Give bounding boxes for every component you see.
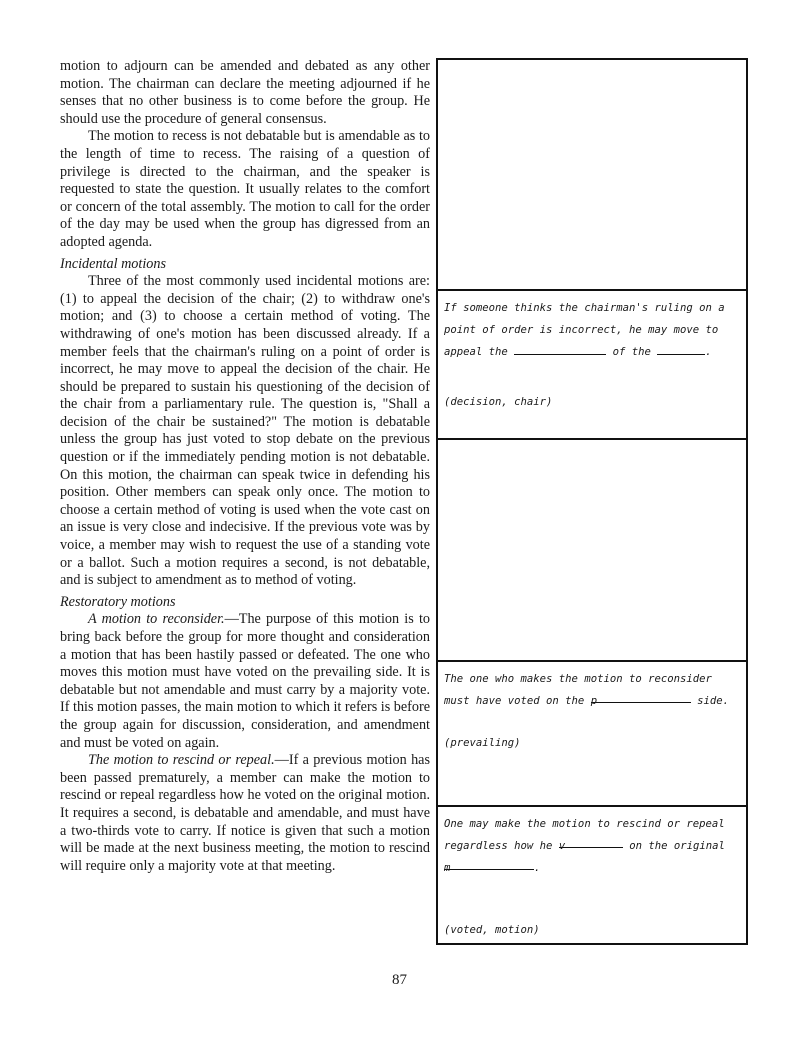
blank-decision (514, 342, 606, 355)
frame-2-answer: (decision, chair) (444, 396, 553, 408)
heading-restoratory-motions: Restoratory motions (60, 593, 176, 610)
blank-motion: m (444, 857, 534, 870)
frame-2-appeal (438, 289, 746, 438)
paragraph-rescind-body: —If a previous motion has been passed prematurely, a member can make the motion to rescind or repeal regardless how he voted on the original motion. It requires a second, is debatable and amendable, and must have a two-thirds vote to carry. If notice is given that such a motion will be made at the next business meeting, the motion to rescind will require only a majority vote at that meeting. (60, 752, 430, 874)
subhead-rescind: The motion to rescind or repeal. (88, 752, 275, 769)
frame-3-empty (438, 438, 746, 660)
paragraph-reconsider (60, 611, 430, 752)
paragraph-adjourn: motion to adjourn can be amended and debated as any other motion. The chairman can declare the meeting adjourned if he senses that no other business is to come before the group. He should use the procedure of general consensus. (60, 58, 430, 127)
paragraph-rescind (60, 752, 430, 875)
frame-2-line-3: appeal the of the . (444, 341, 740, 363)
frame-5-answer: (voted, motion) (444, 924, 540, 936)
frame-2-line-1: If someone thinks the chairman's ruling on a (444, 302, 725, 314)
frame-5-line-2: regardless how he v on the original (444, 835, 740, 857)
frame-4-answer: (prevailing) (444, 737, 521, 749)
frame-4-line-2: must have voted on the p side. (444, 690, 740, 712)
subhead-reconsider: A motion to reconsider. (88, 611, 225, 628)
paragraph-reconsider-body: —The purpose of this motion is to bring back before the group for more thought and consideration a motion that has been hastily passed or defeated. The one who moves this motion must have voted on the prevailing side. It is debatable but not amendable and must carry by a majority vote. If this motion passes, the main motion to which it refers is before the group again for discussion, consideration, and amendment and must be voted on again. (60, 611, 430, 751)
blank-voted: v (559, 835, 623, 848)
page-number: 87 (392, 972, 407, 988)
paragraph-incidental: Three of the most commonly used incidental motions are: (1) to appeal the decision of the chair; (2) to withdraw one's motion; and (3) to choose a certain method of voting. The withdrawing of one's motion has been discussed already. If a member feels that the chairman's ruling on a point of order is incorrect, he may move to appeal the decision of the chair. He should be prepared to sustain his questioning of the decision of the chair from a parliamentary rule. The question is, "Shall a decision of the chair be sustained?" The motion is debatable unless the group has just voted to stop debate on the previous question or if the immediately pending motion is not debatable. On this motion, the chairman can speak twice in defending his position. Other members can speak only once. The motion to choose a certain method of voting is used when the vote cast on an issue is very close and indecisive. If the previous vote was by voice, a member may wish to request the use of a standing vote or a ballot. Such a motion requires a second, is not debatable, and is subject to amendment as to method of voting. (60, 273, 430, 589)
main-text-column (60, 58, 430, 875)
frame-5-rescind (438, 805, 746, 945)
blank-prevailing: p (591, 690, 691, 703)
paragraph-recess: The motion to recess is not debatable but is amendable as to the length of time to recess. The raising of a question of privilege is directed to the chairman, and the speaker is requested to state the question. It usually relates to the comfort or concern of the total assembly. The motion to call for the order of the day may be used when the group has digressed from an adopted agenda. (60, 128, 430, 250)
programmed-frames-panel (436, 58, 748, 945)
frame-5-line-1: One may make the motion to rescind or repeal (444, 818, 725, 830)
blank-chair (657, 342, 705, 355)
frame-1-empty (438, 58, 746, 291)
frame-4-reconsider (438, 660, 746, 805)
frame-2-line-2: point of order is incorrect, he may move to (444, 324, 719, 336)
frame-4-line-1: The one who makes the motion to reconsider (444, 673, 712, 685)
frame-5-line-3: m . (444, 857, 740, 879)
heading-incidental-motions: Incidental motions (60, 255, 166, 272)
